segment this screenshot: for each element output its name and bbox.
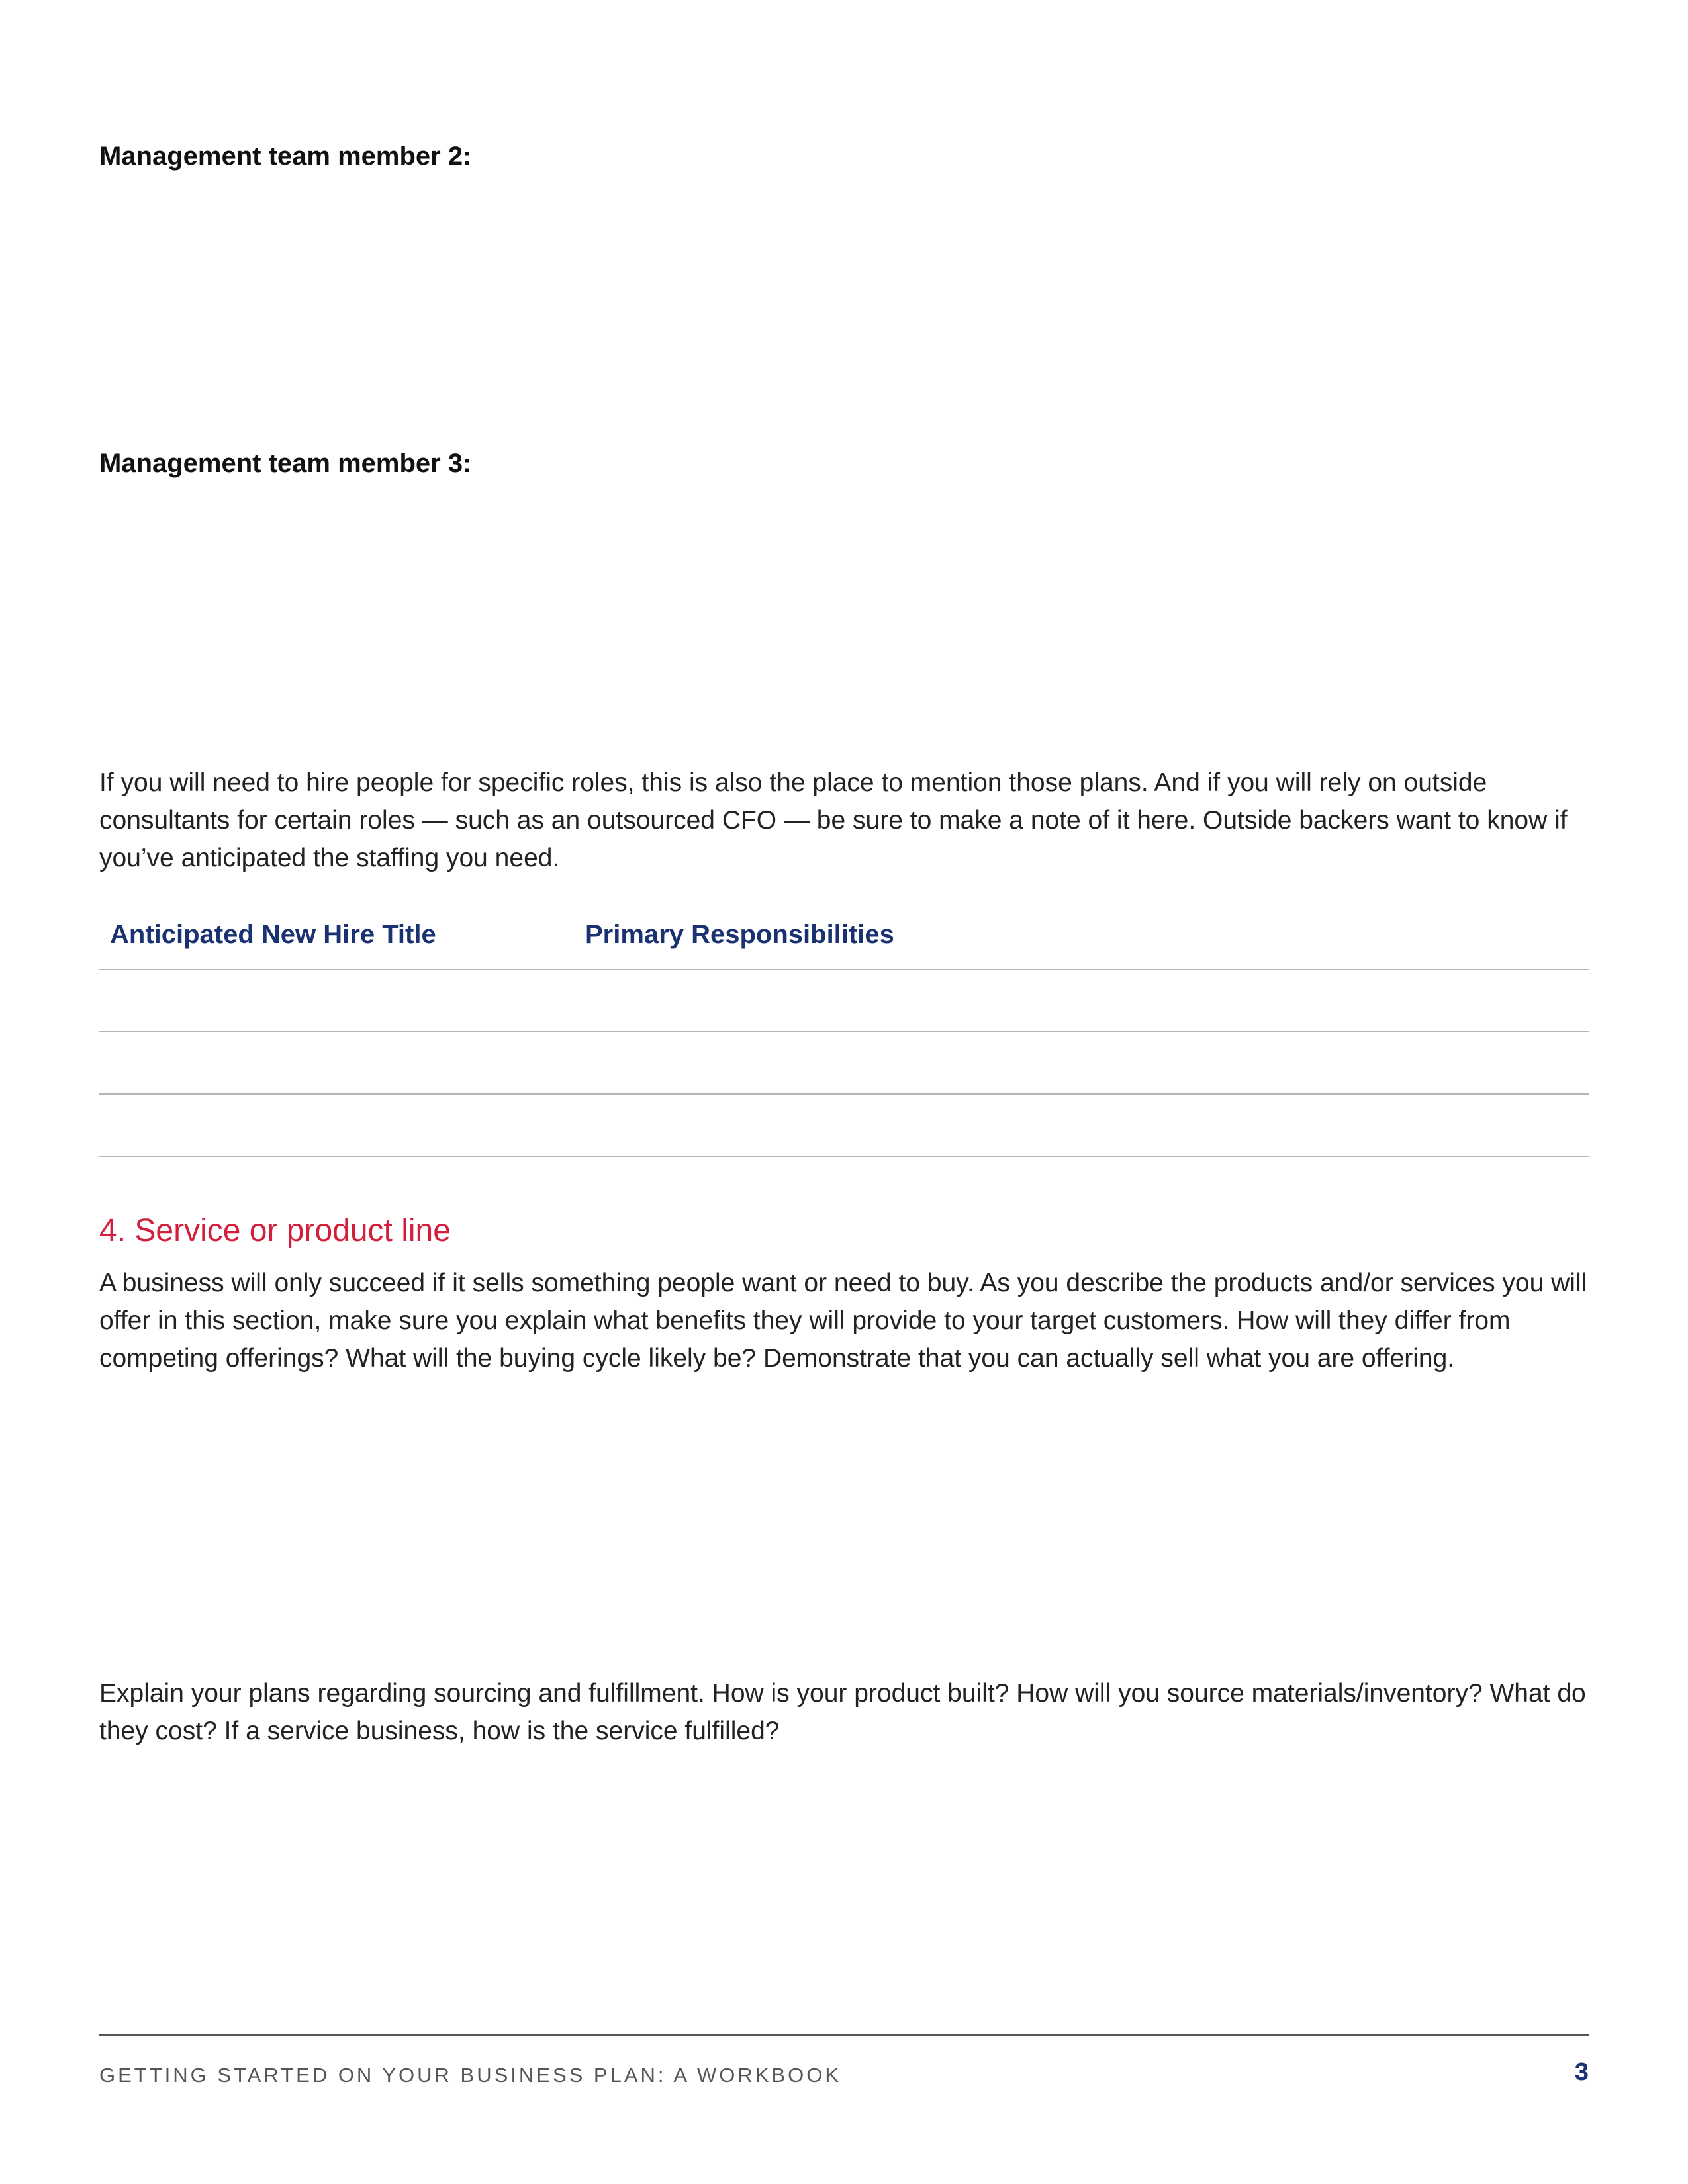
section-4-paragraph-1: A business will only succeed if it sells something people want or need to buy. As you describe the products and/or services you will offer in this section, make sure you explain what benefits they will provide to your target customers. How will they differ from competing offerings? What will the buying cycle likely be? Demonstrate that you can actually sell what you are offering. [99, 1269, 1587, 1373]
management-member-3-label: Management team member 3: [99, 449, 472, 478]
footer-divider [99, 2034, 1589, 2036]
hire-table-header [99, 912, 1589, 970]
management-member-2-label: Management team member 2: [99, 142, 472, 171]
footer-document-title: GETTING STARTED ON YOUR BUSINESS PLAN: A WORKBOOK [99, 2064, 842, 2087]
column-header-primary-responsibilities: Primary Responsibilities [585, 920, 894, 949]
section-4-paragraph-2: Explain your plans regarding sourcing and fulfillment. How is your product built? How will you source materials/inventory? What do they cost? If a service business, how is the service fulfilled? [99, 1679, 1586, 1745]
column-header-new-hire-title: Anticipated New Hire Title [110, 920, 436, 949]
table-row[interactable] [99, 1095, 1589, 1157]
page-number: 3 [1574, 2058, 1589, 2086]
table-row[interactable] [99, 970, 1589, 1032]
table-row[interactable] [99, 1032, 1589, 1095]
hiring-intro-paragraph: If you will need to hire people for specific roles, this is also the place to mention those plans. And if you will rely on outside consultants for certain roles — such as an outsourced CFO — be sure to make a note of it here. Outside backers want to know if you’ve anticipated the staffing you need. [99, 768, 1568, 872]
section-4-heading: 4. Service or product line [99, 1213, 451, 1248]
anticipated-hires-table [99, 912, 1589, 1157]
